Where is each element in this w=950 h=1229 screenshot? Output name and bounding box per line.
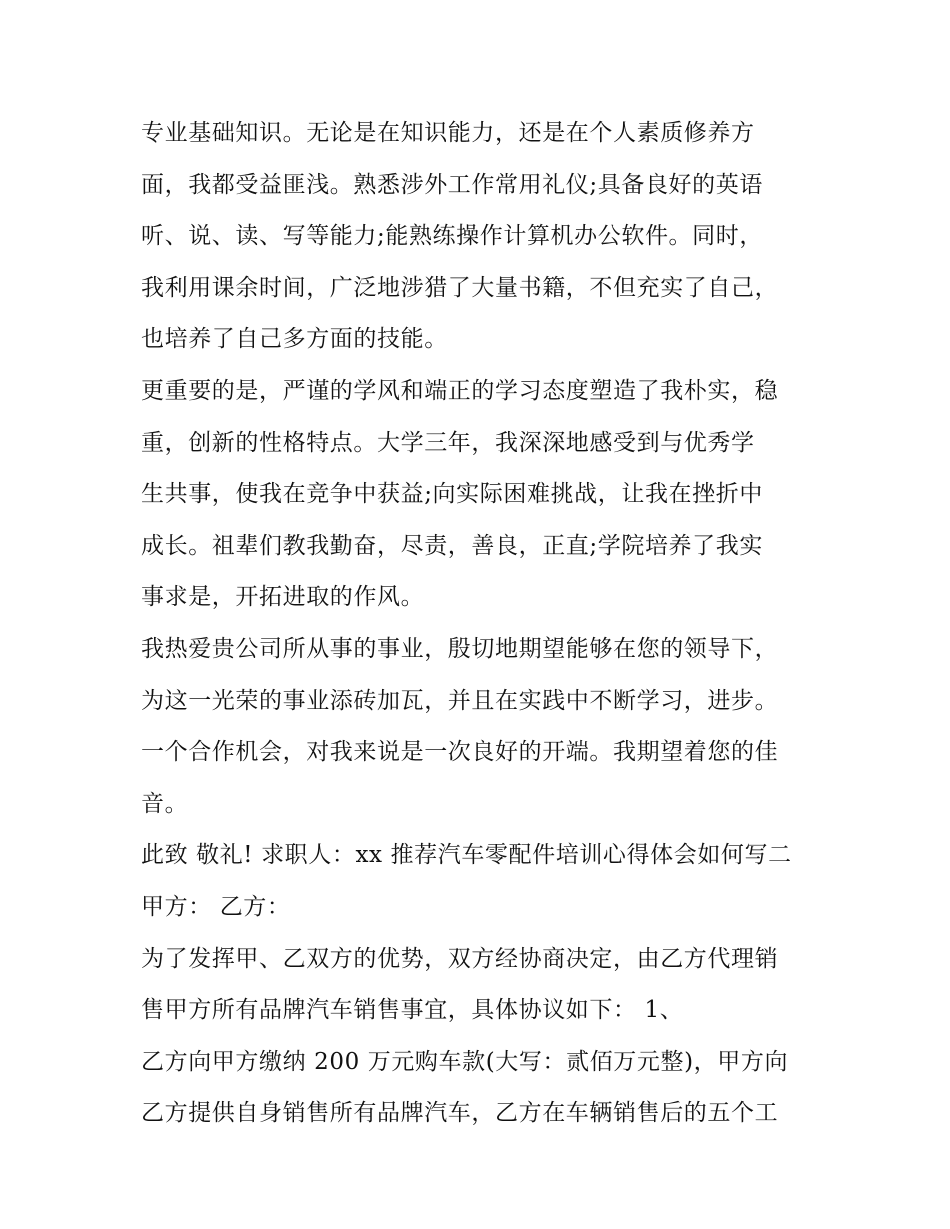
- text-line: 为了发挥甲、乙双方的优势，双方经协商决定，由乙方代理销: [141, 945, 779, 972]
- text-line: 听、说、读、写等能力;能熟练操作计算机办公软件。同时，: [141, 223, 763, 250]
- text-line: 售甲方所有品牌汽车销售事宜，具体协议如下： 1、: [141, 997, 684, 1024]
- document-body: [141, 108, 821, 1140]
- text-line: 甲方： 乙方：: [141, 893, 291, 920]
- text-line: 事求是，开拓进取的作风。: [141, 584, 425, 611]
- text-line: 生共事，使我在竞争中获益;向实际困难挑战，让我在挫折中: [141, 481, 763, 508]
- text-line: 更重要的是，严谨的学风和端正的学习态度塑造了我朴实，稳: [141, 377, 779, 404]
- text-line: 我利用课余时间，广泛地涉猎了大量书籍，不但充实了自己，: [141, 274, 779, 301]
- text-line: 面，我都受益匪浅。熟悉涉外工作常用礼仪;具备良好的英语: [141, 171, 763, 198]
- text-line: 重，创新的性格特点。大学三年，我深深地感受到与优秀学: [141, 429, 755, 456]
- text-line: 此致 敬礼! 求职人：xx 推荐汽车零配件培训心得体会如何写二: [141, 842, 792, 869]
- text-line: 也培养了自己多方面的技能。: [141, 326, 448, 353]
- text-line: 乙方提供自身销售所有品牌汽车，乙方在车辆销售后的五个工: [141, 1100, 779, 1127]
- text-line: 为这一光荣的事业添砖加瓦，并且在实践中不断学习，进步。: [141, 687, 779, 714]
- text-line: 乙方向甲方缴纳 200 万元购车款(大写：贰佰万元整)，甲方向: [141, 1048, 789, 1075]
- text-line: 音。: [141, 790, 189, 817]
- text-line: 一个合作机会，对我来说是一次良好的开端。我期望着您的佳: [141, 739, 779, 766]
- text-line: 我热爱贵公司所从事的事业，殷切地期望能够在您的领导下，: [141, 635, 779, 662]
- text-line: 专业基础知识。无论是在知识能力，还是在个人素质修养方: [141, 120, 755, 146]
- text-line: 成长。祖辈们教我勤奋，尽责，善良，正直;学院培养了我实: [141, 532, 763, 559]
